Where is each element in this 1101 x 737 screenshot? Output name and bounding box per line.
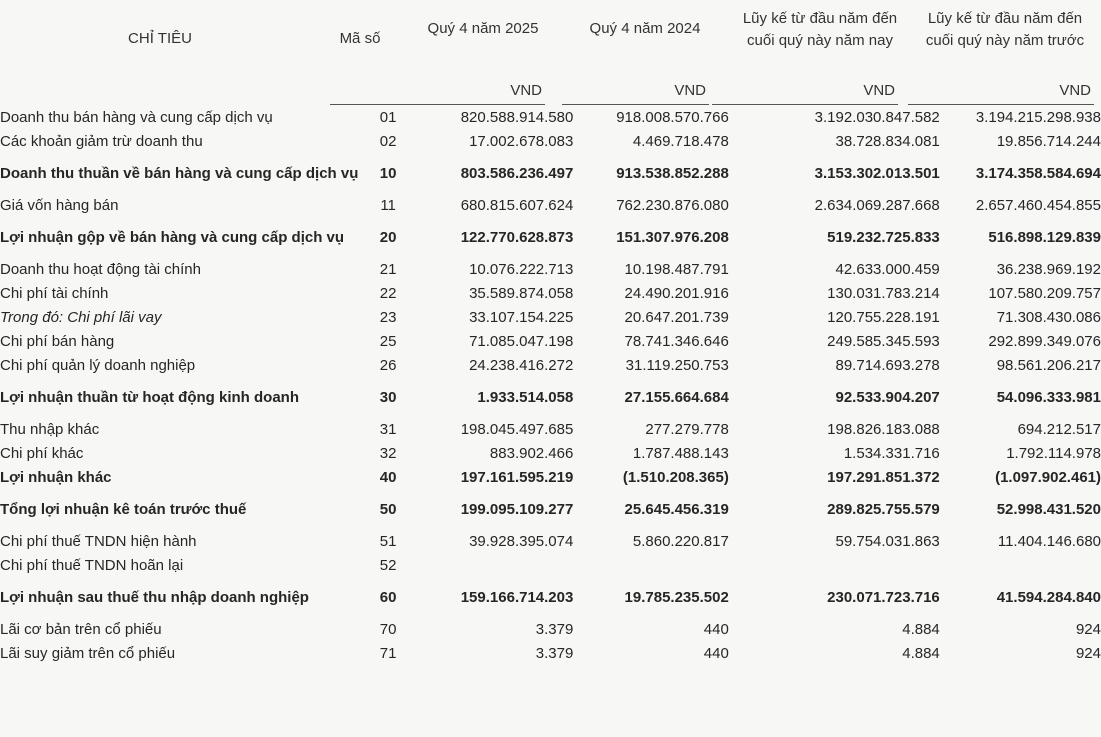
value-q4-2024: 913.538.852.288 <box>616 164 729 182</box>
table-row <box>0 353 1101 377</box>
row-label: Lợi nhuận sau thuế thu nhập doanh nghiệp <box>0 588 309 606</box>
value-ytd-current: 230.071.723.716 <box>827 588 940 606</box>
table-row <box>0 441 1101 465</box>
value-ytd-current: 249.585.345.593 <box>827 332 940 350</box>
value-ytd-prior: 107.580.209.757 <box>988 284 1101 302</box>
row-code: 02 <box>379 132 397 150</box>
row-label: Trong đó: Chi phí lãi vay <box>0 308 162 326</box>
value-ytd-current: 197.291.851.372 <box>827 468 940 486</box>
table-row <box>0 257 1101 281</box>
value-q4-2025 <box>418 553 573 577</box>
value-q4-2024: 5.860.220.817 <box>632 532 729 550</box>
header-ytd-prior-line1: Lũy kế từ đầu năm đến <box>927 10 1083 27</box>
unit-ytd-prior: VND <box>1059 82 1091 99</box>
value-ytd-prior: 19.856.714.244 <box>996 132 1101 150</box>
value-ytd-current: 89.714.693.278 <box>835 356 940 374</box>
header-ytd-current-line1: Lũy kế từ đầu năm đến <box>742 10 898 27</box>
row-label: Chi phí quản lý doanh nghiệp <box>0 356 196 374</box>
row-code: 01 <box>379 108 397 126</box>
value-ytd-current: 92.533.904.207 <box>835 388 940 406</box>
value-q4-2024: 151.307.976.208 <box>616 228 729 246</box>
value-q4-2024: 440 <box>703 644 729 662</box>
value-q4-2025: 122.770.628.873 <box>460 228 574 246</box>
income-statement-table <box>0 105 1101 665</box>
value-q4-2025: 159.166.714.203 <box>460 588 574 606</box>
row-code: 23 <box>379 308 397 326</box>
row-label: Thu nhập khác <box>0 420 100 438</box>
value-q4-2024: 78.741.346.646 <box>624 332 729 350</box>
row-label: Chi phí khác <box>0 444 84 462</box>
value-q4-2024: 10.198.487.791 <box>624 260 729 278</box>
table-row <box>0 193 1101 217</box>
header-ytd-current <box>730 8 910 52</box>
value-ytd-current: 59.754.031.863 <box>835 532 940 550</box>
value-ytd-prior: 1.792.114.978 <box>1006 444 1101 462</box>
value-q4-2025: 820.588.914.580 <box>460 108 574 126</box>
row-code: 20 <box>379 228 397 246</box>
row-label: Doanh thu bán hàng và cung cấp dịch vụ <box>0 108 273 126</box>
table-row <box>0 577 1101 617</box>
row-code: 10 <box>379 164 397 182</box>
value-ytd-prior: 71.308.430.086 <box>996 308 1101 326</box>
row-label: Lãi cơ bản trên cổ phiếu <box>0 620 162 638</box>
row-label: Lãi suy giảm trên cổ phiếu <box>0 644 176 662</box>
value-q4-2024: 762.230.876.080 <box>616 196 729 214</box>
value-ytd-current: 42.633.000.459 <box>835 260 940 278</box>
value-ytd-prior: 36.238.969.192 <box>996 260 1101 278</box>
row-code: 26 <box>379 356 397 374</box>
table-row <box>0 553 1101 577</box>
value-q4-2024: 24.490.201.916 <box>624 284 729 302</box>
row-label: Chi phí bán hàng <box>0 332 115 350</box>
table-row <box>0 641 1101 665</box>
value-q4-2025: 680.815.607.624 <box>460 196 574 214</box>
row-code: 71 <box>379 644 397 662</box>
value-ytd-current: 519.232.725.833 <box>827 228 940 246</box>
value-ytd-prior: 2.657.460.454.855 <box>975 196 1101 214</box>
value-q4-2025: 883.902.466 <box>489 444 574 462</box>
table-row <box>0 305 1101 329</box>
value-q4-2024: 19.785.235.502 <box>624 588 729 606</box>
table-row <box>0 617 1101 641</box>
row-code: 32 <box>379 444 397 462</box>
value-q4-2025: 803.586.236.497 <box>460 164 574 182</box>
row-code: 21 <box>379 260 397 278</box>
table-row <box>0 529 1101 553</box>
row-label: Lợi nhuận gộp về bán hàng và cung cấp dịch vụ <box>0 228 345 246</box>
row-label: Tổng lợi nhuận kê toán trước thuế <box>0 500 247 518</box>
row-code: 31 <box>379 420 397 438</box>
value-ytd-prior: 924 <box>1075 620 1101 638</box>
value-ytd-prior: 41.594.284.840 <box>996 588 1101 606</box>
row-label: Chi phí thuế TNDN hiện hành <box>0 532 197 550</box>
value-ytd-prior: 924 <box>1075 644 1101 662</box>
row-code: 22 <box>379 284 397 302</box>
value-q4-2024: 4.469.718.478 <box>632 132 729 150</box>
row-label: Chi phí thuế TNDN hoãn lại <box>0 556 184 574</box>
table-row <box>0 129 1101 153</box>
value-q4-2025: 1.933.514.058 <box>477 388 574 406</box>
value-q4-2025: 197.161.595.219 <box>460 468 574 486</box>
value-q4-2024: 27.155.664.684 <box>624 388 729 406</box>
header-chi-tieu: CHỈ TIÊU <box>128 30 192 47</box>
row-code: 51 <box>379 532 397 550</box>
row-code: 25 <box>379 332 397 350</box>
value-q4-2025: 33.107.154.225 <box>469 308 574 326</box>
value-ytd-prior <box>940 553 1101 577</box>
value-q4-2025: 3.379 <box>535 620 574 638</box>
value-ytd-current: 2.634.069.287.668 <box>814 196 940 214</box>
value-ytd-current: 120.755.228.191 <box>827 308 940 326</box>
value-q4-2024: 20.647.201.739 <box>624 308 729 326</box>
table-row <box>0 329 1101 353</box>
table-row <box>0 217 1101 257</box>
header-ytd-current-line2: cuối quý này năm nay <box>747 32 893 49</box>
unit-q4-2025: VND <box>510 82 542 99</box>
header-q4-2024: Quý 4 năm 2024 <box>589 20 701 37</box>
value-ytd-current: 130.031.783.214 <box>827 284 940 302</box>
row-code: 60 <box>379 588 397 606</box>
value-q4-2025: 10.076.222.713 <box>469 260 574 278</box>
value-q4-2025: 39.928.395.074 <box>469 532 574 550</box>
value-q4-2024: 1.787.488.143 <box>632 444 729 462</box>
value-q4-2025: 35.589.874.058 <box>469 284 574 302</box>
header-q4-2025: Quý 4 năm 2025 <box>427 20 539 37</box>
table-row <box>0 153 1101 193</box>
table-row <box>0 281 1101 305</box>
value-ytd-prior: 52.998.431.520 <box>996 500 1101 518</box>
value-ytd-prior: 292.899.349.076 <box>988 332 1101 350</box>
value-ytd-prior: 54.096.333.981 <box>996 388 1101 406</box>
value-q4-2025: 17.002.678.083 <box>469 132 574 150</box>
value-ytd-prior: 694.212.517 <box>1017 420 1101 438</box>
value-ytd-current: 4.884 <box>902 644 940 662</box>
header-ytd-prior <box>910 8 1100 52</box>
value-ytd-current <box>729 553 940 577</box>
row-code: 50 <box>379 500 397 518</box>
value-ytd-prior: 3.174.358.584.694 <box>975 164 1101 182</box>
value-ytd-prior: 3.194.215.298.938 <box>975 108 1101 126</box>
row-code: 52 <box>379 556 397 574</box>
row-code: 30 <box>379 388 397 406</box>
header-ytd-prior-line2: cuối quý này năm trước <box>925 32 1085 49</box>
unit-ytd-current: VND <box>863 82 895 99</box>
value-ytd-current: 198.826.183.088 <box>827 420 940 438</box>
value-ytd-prior: (1.097.902.461) <box>995 468 1101 486</box>
value-ytd-current: 38.728.834.081 <box>835 132 940 150</box>
value-ytd-prior: 11.404.146.680 <box>997 532 1101 550</box>
unit-q4-2024: VND <box>674 82 706 99</box>
value-q4-2025: 199.095.109.277 <box>460 500 574 518</box>
row-label: Giá vốn hàng bán <box>0 196 119 214</box>
row-label: Chi phí tài chính <box>0 284 109 302</box>
value-ytd-current: 3.153.302.013.501 <box>814 164 940 182</box>
table-row <box>0 489 1101 529</box>
value-q4-2024: 440 <box>703 620 729 638</box>
header-ma-so: Mã số <box>339 30 381 47</box>
row-label: Các khoản giảm trừ doanh thu <box>0 132 203 150</box>
row-label: Lợi nhuận thuần từ hoạt động kinh doanh <box>0 388 299 406</box>
value-ytd-current: 4.884 <box>902 620 940 638</box>
value-ytd-current: 289.825.755.579 <box>827 500 940 518</box>
value-ytd-current: 1.534.331.716 <box>843 444 940 462</box>
value-ytd-prior: 516.898.129.839 <box>988 228 1101 246</box>
value-q4-2024: 918.008.570.766 <box>616 108 729 126</box>
value-q4-2024: (1.510.208.365) <box>622 468 729 486</box>
table-row <box>0 377 1101 417</box>
value-q4-2024: 277.279.778 <box>645 420 729 438</box>
value-q4-2024: 31.119.250.753 <box>625 356 729 374</box>
table-row <box>0 105 1101 129</box>
value-q4-2025: 198.045.497.685 <box>460 420 574 438</box>
table-row <box>0 417 1101 441</box>
value-q4-2025: 24.238.416.272 <box>469 356 574 374</box>
row-code: 70 <box>379 620 397 638</box>
table-row <box>0 465 1101 489</box>
value-q4-2024: 25.645.456.319 <box>624 500 729 518</box>
value-q4-2025: 3.379 <box>535 644 574 662</box>
value-q4-2025: 71.085.047.198 <box>469 332 574 350</box>
row-code: 11 <box>380 196 396 214</box>
value-q4-2024 <box>573 553 728 577</box>
value-ytd-current: 3.192.030.847.582 <box>814 108 940 126</box>
row-code: 40 <box>379 468 397 486</box>
row-label: Doanh thu hoạt động tài chính <box>0 260 201 278</box>
row-label: Lợi nhuận khác <box>0 468 112 486</box>
row-label: Doanh thu thuần về bán hàng và cung cấp dịch vụ <box>0 164 359 182</box>
value-ytd-prior: 98.561.206.217 <box>996 356 1101 374</box>
